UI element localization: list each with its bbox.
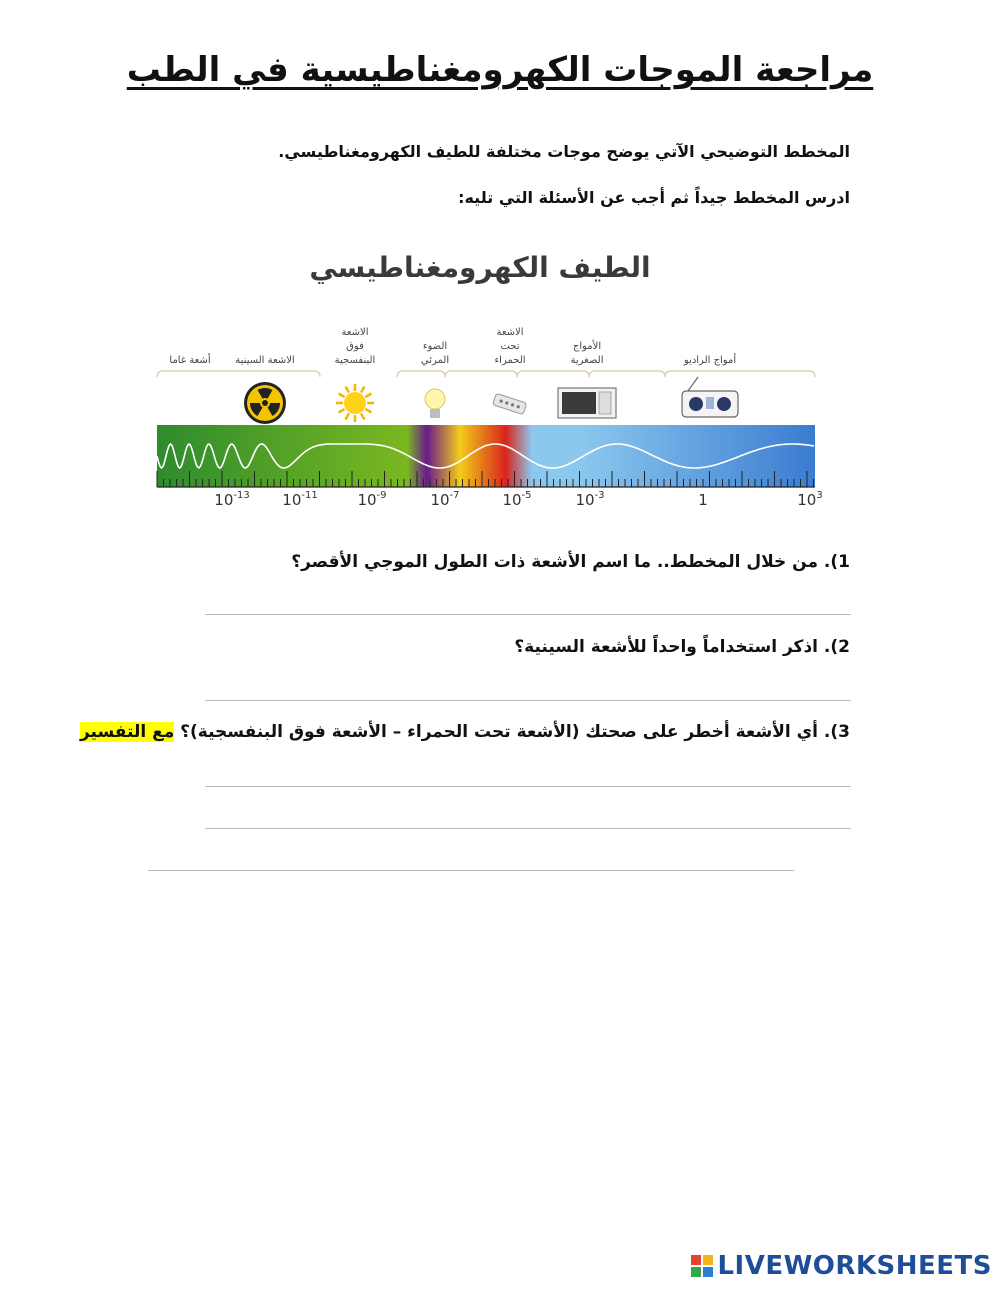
answer-line-1[interactable] [205, 614, 851, 615]
answer-line-3[interactable] [205, 786, 851, 787]
intro-line-1: المخطط التوضيحي الآتي يوضح موجات مختلفة للطيف الكهرومغناطيسي. [278, 142, 850, 161]
scale-label-3: $10^{-9}$ [357, 490, 387, 509]
band-label-3-line-2: فوق [346, 341, 364, 352]
band-label-5-line-2: تحت [500, 341, 520, 352]
radio-icon [682, 377, 738, 417]
band-bracket-1 [157, 371, 320, 377]
band-bracket-4 [445, 371, 517, 377]
brand-icon [691, 1255, 713, 1277]
brand-name: LIVEWORKSHEETS [717, 1251, 992, 1281]
scale-label-2: $10^{-11}$ [282, 490, 318, 509]
band-label-7-line-1: أمواج الراديو [683, 355, 737, 366]
worksheet-title: مراجعة الموجات الكهرومغناطيسية في الطب [126, 50, 874, 90]
answer-line-5[interactable] [148, 870, 794, 871]
band-label-1-line-1: أشعة غاما [169, 355, 211, 366]
microwave-icon [558, 388, 616, 418]
question-3 [79, 722, 850, 742]
question-3-highlight: مع التفسير [79, 722, 175, 742]
band-label-4-line-2: المرئي [420, 355, 450, 366]
band-bracket-5 [517, 371, 589, 377]
scale-label-6: $10^{-3}$ [575, 490, 605, 509]
question-3-text: 3). أي الأشعة أخطر على صحتك (الأشعة تحت الحمراء – الأشعة فوق البنفسجية)؟ [180, 722, 850, 742]
band-label-2-line-1: الاشعة السينية [235, 355, 295, 366]
band-label-4-line-1: الضوء [422, 341, 448, 352]
answer-line-4[interactable] [205, 828, 851, 829]
liveworksheets-logo [691, 1251, 992, 1281]
scale-label-8: $10^3$ [797, 490, 823, 509]
band-bracket-3 [397, 371, 445, 377]
sun-icon [336, 384, 374, 422]
question-1: 1). من خلال المخطط.. ما اسم الأشعة ذات الطول الموجي الأقصر؟ [291, 552, 850, 572]
remote-icon [493, 393, 527, 414]
band-label-3-line-3: البنفسجية [334, 355, 376, 366]
bulb-icon [425, 389, 445, 418]
scale-label-1: $10^{-13}$ [214, 490, 250, 509]
scale-label-5: $10^{-5}$ [502, 490, 532, 509]
figure-title: الطيف الكهرومغناطيسي [309, 251, 651, 284]
scale-label-7: 1 [698, 491, 708, 509]
band-bracket-6 [589, 371, 665, 377]
band-label-5-line-1: الاشعة [496, 327, 524, 338]
question-2: 2). اذكر استخداماً واحداً للأشعة السينية؟ [514, 637, 850, 657]
spectrum-bar [157, 425, 815, 487]
band-label-5-line-3: الحمراء [494, 355, 526, 366]
answer-line-2[interactable] [205, 700, 851, 701]
band-label-6-line-1: الأمواج [572, 341, 602, 352]
band-bracket-7 [665, 371, 815, 377]
radiation-icon [244, 382, 286, 424]
band-label-6-line-2: الصغرية [570, 355, 604, 366]
band-label-3-line-1: الاشعة [341, 327, 369, 338]
em-spectrum-figure [135, 235, 840, 525]
scale-label-4: $10^{-7}$ [430, 490, 460, 509]
intro-line-2: ادرس المخطط جيداً ثم أجب عن الأسئلة التي تليه: [458, 188, 850, 207]
